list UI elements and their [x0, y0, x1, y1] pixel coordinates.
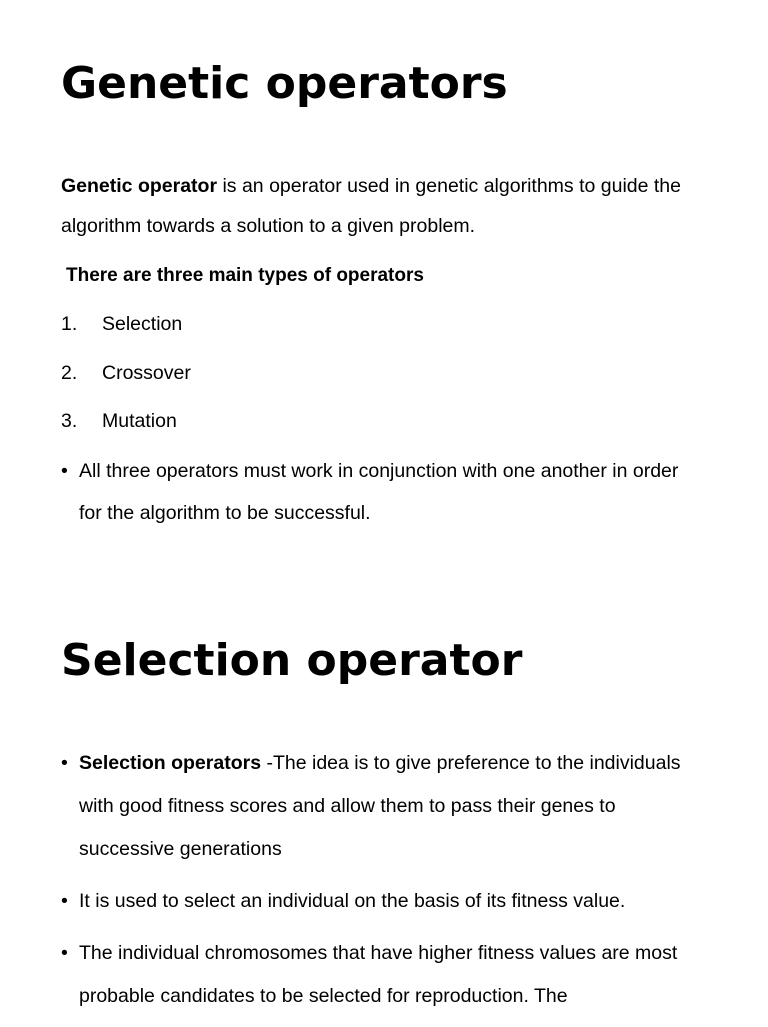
bullet-icon: •	[61, 460, 68, 482]
list-item-selection	[61, 311, 182, 337]
list-label: Selection	[102, 313, 183, 335]
list-item	[61, 742, 711, 871]
list-item	[61, 450, 701, 534]
bullet-term: Selection operators	[79, 752, 262, 774]
bullet-text: It is used to select an individual on the basis of its fitness value.	[79, 890, 626, 912]
intro-paragraph	[61, 166, 721, 246]
conjunction-note-list	[61, 450, 701, 534]
bullet-icon: •	[61, 890, 68, 912]
bullet-text: -The idea is to give preference to the individuals with good fitness scores and allow them to pass their genes to successive generations	[79, 752, 681, 860]
list-number: 1.	[61, 313, 78, 335]
list-number: 3.	[61, 410, 78, 432]
list-item-mutation	[61, 408, 177, 434]
section-title-genetic-operators: Genetic operators	[61, 58, 508, 109]
bullet-text: The individual chromosomes that have higher fitness values are most probable candidates to be selected for reproduction. The	[79, 942, 678, 1007]
list-item-crossover	[61, 360, 191, 386]
intro-text: is an operator used in genetic algorithms to guide the algorithm towards a solution to a given problem.	[61, 175, 682, 237]
bullet-icon: •	[61, 752, 68, 774]
list-item	[61, 932, 711, 1018]
intro-term: Genetic operator	[61, 175, 218, 197]
list-item	[61, 880, 711, 923]
bullet-text: All three operators must work in conjunction with one another in order for the algorithm to be successful.	[79, 460, 679, 524]
list-label: Crossover	[102, 362, 191, 384]
bullet-icon: •	[61, 942, 68, 964]
list-label: Mutation	[102, 410, 177, 432]
selection-bullets-list	[61, 742, 711, 1027]
section-title-selection-operator: Selection operator	[61, 635, 523, 686]
list-number: 2.	[61, 362, 78, 384]
types-heading: There are three main types of operators	[66, 265, 424, 286]
